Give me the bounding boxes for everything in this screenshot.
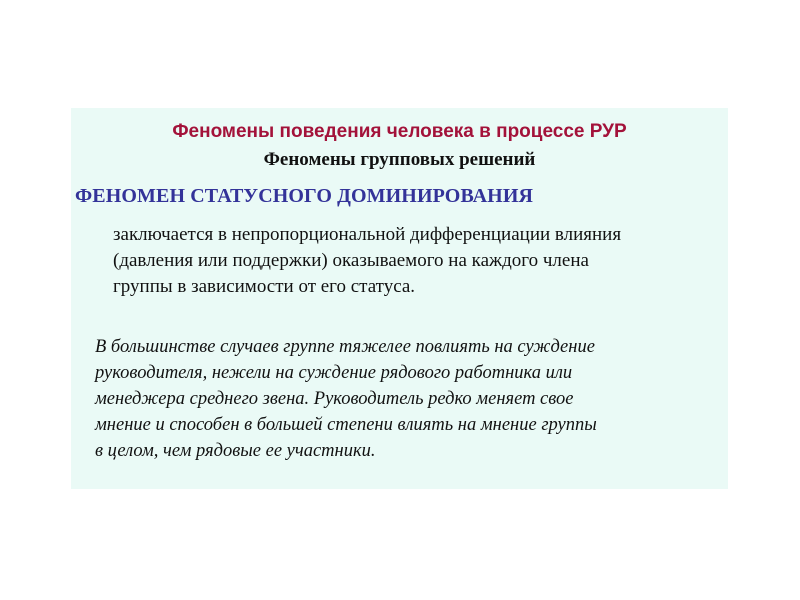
definition-line: (давления или поддержки) оказываемого на каждого члена bbox=[113, 250, 589, 271]
slide-subtitle: Феномены групповых решений bbox=[263, 149, 536, 170]
slide-title: Феномены поведения человека в процессе РУР bbox=[172, 121, 627, 142]
note-line: менеджера среднего звена. Руководитель редко меняет свое bbox=[95, 389, 574, 409]
content-panel bbox=[71, 108, 728, 489]
definition-line: заключается в непропорциональной дифференциации влияния bbox=[113, 224, 622, 245]
note-line: руководителя, нежели на суждение рядового работника или bbox=[95, 363, 573, 383]
note-line: мнение и способен в большей степени влиять на мнение группы bbox=[95, 415, 597, 435]
note-text bbox=[95, 334, 715, 464]
section-heading: ФЕНОМЕН СТАТУСНОГО ДОМИНИРОВАНИЯ bbox=[75, 185, 534, 207]
note-line: В большинстве случаев группе тяжелее повлиять на суждение bbox=[95, 337, 595, 357]
note-line: в целом, чем рядовые ее участники. bbox=[95, 441, 376, 461]
definition-line: группы в зависимости от его статуса. bbox=[113, 276, 416, 297]
definition-text bbox=[113, 222, 713, 300]
